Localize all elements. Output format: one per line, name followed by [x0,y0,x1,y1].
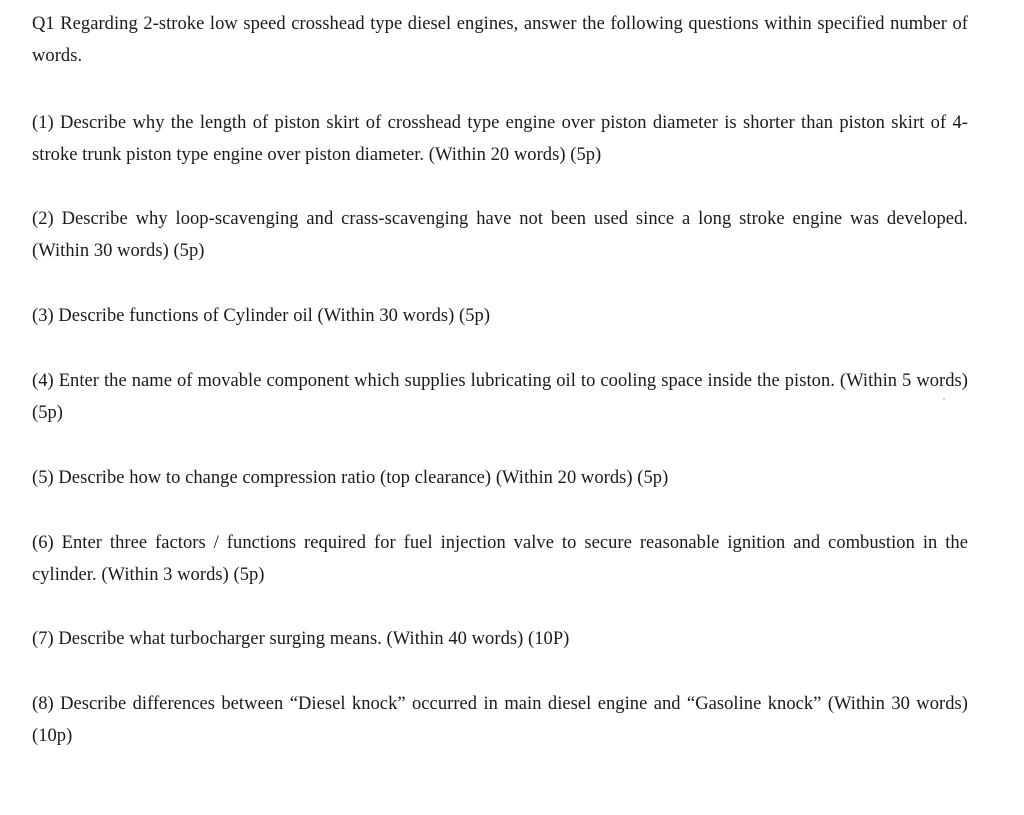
question-heading: Q1 Regarding 2-stroke low speed crosshead type diesel engines, answer the following questions within specified number of words. [32,14,968,66]
question-item-4: (4) Enter the name of movable component which supplies lubricating oil to cooling space inside the piston. (Within 5 words) (5p) [32,371,968,423]
question-item-7: (7) Describe what turbocharger surging means. (Within 40 words) (10P) [32,629,570,649]
scan-speck [943,398,945,400]
question-item-5: (5) Describe how to change compression ratio (top clearance) (Within 20 words) (5p) [32,468,669,488]
question-item-6: (6) Enter three factors / functions required for fuel injection valve to secure reasonable ignition and combustion in the cylinder. (Within 3 words) (5p) [32,533,968,585]
question-item-8: (8) Describe differences between “Diesel knock” occurred in main diesel engine and “Gasoline knock” (Within 30 words) (10p) [32,694,968,746]
question-item-1: (1) Describe why the length of piston skirt of crosshead type engine over piston diameter is shorter than piston skirt of 4-stroke trunk piston type engine over piston diameter. (Within 20 words) (5p) [32,113,968,165]
question-item-2: (2) Describe why loop-scavenging and crass-scavenging have not been used since a long stroke engine was developed. (Within 30 words) (5p) [32,209,968,261]
question-item-3: (3) Describe functions of Cylinder oil (Within 30 words) (5p) [32,306,491,326]
